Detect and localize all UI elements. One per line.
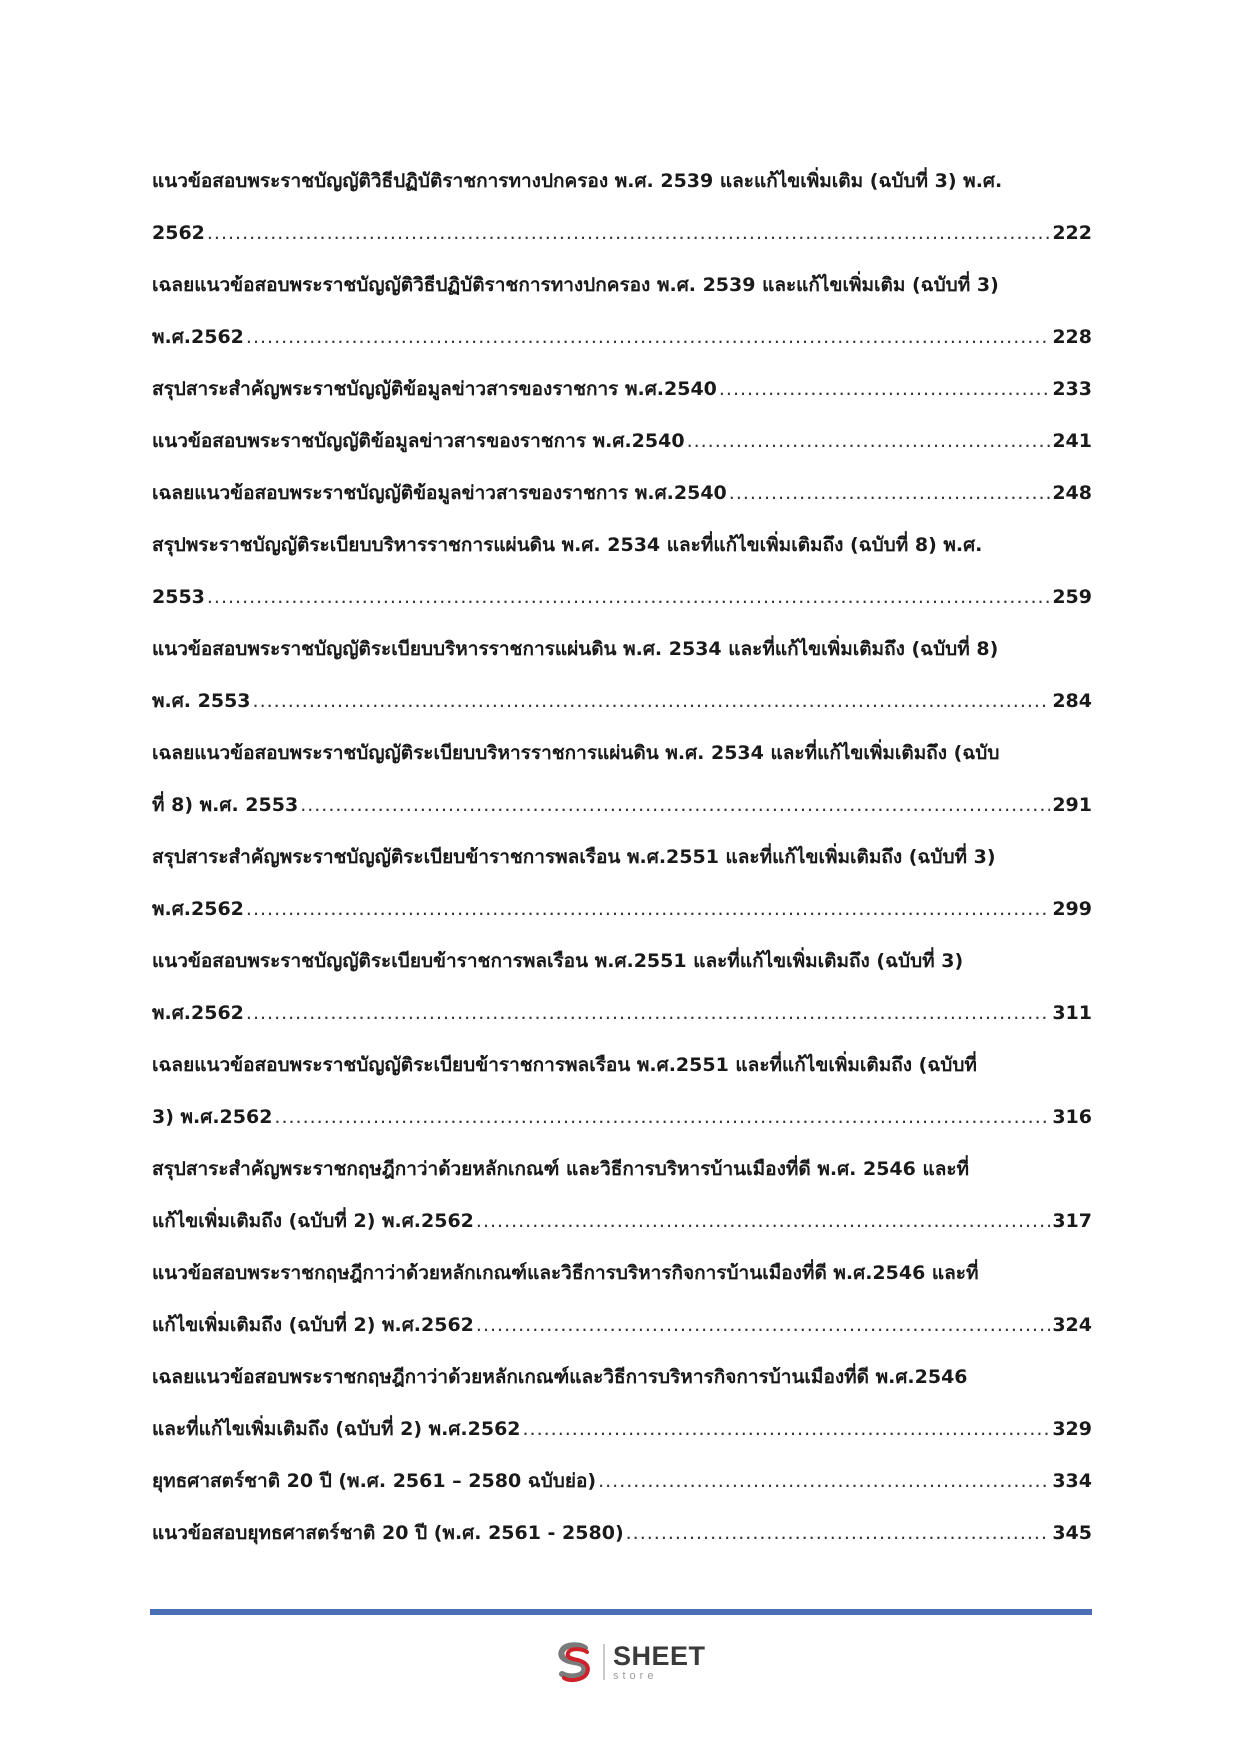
table-of-contents (152, 155, 1092, 1559)
toc-dot-leader (719, 363, 1050, 415)
toc-entry-title-line: สรุปสาระสำคัญพระราชกฤษฎีกาว่าด้วยหลักเกณฑ์ และวิธีการบริหารบ้านเมืองที่ดี พ.ศ. 2546 และที่ (152, 1158, 970, 1180)
toc-entry[interactable] (152, 1247, 1092, 1351)
footer-rule (150, 1609, 1092, 1615)
toc-page-number: 316 (1052, 1106, 1092, 1128)
toc-entry-title-line: แนวข้อสอบพระราชบัญญัติระเบียบบริหารราชการแผ่นดิน พ.ศ. 2534 และที่แก้ไขเพิ่มเติมถึง (ฉบับที่ 8) (152, 638, 999, 660)
toc-entry-title-tail: แนวข้อสอบพระราชบัญญัติข้อมูลข่าวสารของราชการ พ.ศ.2540 (152, 430, 685, 452)
toc-entry-last-line (152, 1195, 1092, 1247)
toc-entry-title-line: เฉลยแนวข้อสอบพระราชกฤษฎีกาว่าด้วยหลักเกณฑ์และวิธีการบริหารกิจการบ้านเมืองที่ดี พ.ศ.2546 (152, 1366, 968, 1388)
sheet-store-s-icon (553, 1640, 597, 1684)
toc-entry-title-tail: แก้ไขเพิ่มเติมถึง (ฉบับที่ 2) พ.ศ.2562 (152, 1314, 474, 1336)
toc-entry-last-line (152, 571, 1092, 623)
toc-entry-title-tail: และที่แก้ไขเพิ่มเติมถึง (ฉบับที่ 2) พ.ศ.2562 (152, 1418, 521, 1440)
toc-entry-last-line (152, 363, 1092, 415)
toc-entry-title-tail: พ.ศ.2562 (152, 898, 244, 920)
toc-entry[interactable] (152, 1351, 1092, 1455)
toc-dot-leader (626, 1507, 1051, 1559)
toc-page-number: 228 (1052, 326, 1092, 348)
toc-entry-title-tail: พ.ศ.2562 (152, 1002, 244, 1024)
toc-dot-leader (476, 1299, 1050, 1351)
toc-entry[interactable] (152, 415, 1092, 467)
toc-entry-title-line: เฉลยแนวข้อสอบพระราชบัญญัติวิธีปฏิบัติราชการทางปกครอง พ.ศ. 2539 และแก้ไขเพิ่มเติม (ฉบับที่ 3) (152, 274, 999, 296)
toc-entry[interactable] (152, 519, 1092, 623)
toc-entry[interactable] (152, 259, 1092, 363)
toc-dot-leader (207, 207, 1050, 259)
toc-entry[interactable] (152, 1039, 1092, 1143)
toc-page-number: 222 (1052, 222, 1092, 244)
toc-entry-last-line (152, 467, 1092, 519)
toc-entry-title-tail: พ.ศ.2562 (152, 326, 244, 348)
toc-page-number: 334 (1052, 1470, 1092, 1492)
toc-dot-leader (246, 311, 1050, 363)
toc-entry[interactable] (152, 155, 1092, 259)
toc-page-number: 311 (1052, 1002, 1092, 1024)
toc-page-number: 233 (1052, 378, 1092, 400)
logo-wordmark (613, 1640, 706, 1682)
toc-dot-leader (207, 571, 1050, 623)
toc-page-number: 291 (1052, 794, 1092, 816)
toc-dot-leader (687, 415, 1051, 467)
sheet-store-logo (553, 1638, 706, 1686)
toc-entry-last-line (152, 1403, 1092, 1455)
toc-entry-last-line (152, 311, 1092, 363)
toc-page-number: 345 (1052, 1522, 1092, 1544)
toc-page-number: 317 (1052, 1210, 1092, 1232)
toc-entry[interactable] (152, 1455, 1092, 1507)
toc-entry-title-tail: พ.ศ. 2553 (152, 690, 251, 712)
toc-entry-last-line (152, 207, 1092, 259)
toc-dot-leader (598, 1455, 1050, 1507)
toc-page-number: 329 (1052, 1418, 1092, 1440)
toc-entry[interactable] (152, 467, 1092, 519)
toc-entry[interactable] (152, 727, 1092, 831)
toc-entry-last-line (152, 883, 1092, 935)
toc-entry[interactable] (152, 1507, 1092, 1559)
toc-entry[interactable] (152, 831, 1092, 935)
toc-entry-title-line: เฉลยแนวข้อสอบพระราชบัญญัติระเบียบข้าราชการพลเรือน พ.ศ.2551 และที่แก้ไขเพิ่มเติมถึง (ฉบับที่ (152, 1054, 977, 1076)
toc-entry-title-tail: แนวข้อสอบยุทธศาสตร์ชาติ 20 ปี (พ.ศ. 2561 - 2580) (152, 1522, 624, 1544)
toc-entry[interactable] (152, 1143, 1092, 1247)
toc-entry-last-line (152, 1455, 1092, 1507)
toc-page-number: 284 (1052, 690, 1092, 712)
logo-word-sheet: SHEET (613, 1640, 706, 1671)
toc-entry-title-tail: 2562 (152, 222, 205, 244)
toc-entry-title-line: สรุปสาระสำคัญพระราชบัญญัติระเบียบข้าราชการพลเรือน พ.ศ.2551 และที่แก้ไขเพิ่มเติมถึง (ฉบับที่ 3) (152, 846, 996, 868)
toc-dot-leader (729, 467, 1051, 519)
toc-page-number: 324 (1052, 1314, 1092, 1336)
toc-entry-title-line: แนวข้อสอบพระราชกฤษฎีกาว่าด้วยหลักเกณฑ์และวิธีการบริหารกิจการบ้านเมืองที่ดี พ.ศ.2546 และที่ (152, 1262, 979, 1284)
toc-entry-last-line (152, 675, 1092, 727)
toc-entry-title-line: เฉลยแนวข้อสอบพระราชบัญญัติระเบียบบริหารราชการแผ่นดิน พ.ศ. 2534 และที่แก้ไขเพิ่มเติมถึง (ฉบับ (152, 742, 1000, 764)
toc-page-number: 241 (1052, 430, 1092, 452)
toc-entry-last-line (152, 987, 1092, 1039)
toc-entry-title-tail: 2553 (152, 586, 205, 608)
toc-entry[interactable] (152, 363, 1092, 415)
toc-entry-last-line (152, 1091, 1092, 1143)
logo-word-store: store (613, 1669, 658, 1682)
toc-dot-leader (274, 1091, 1050, 1143)
toc-page-number: 259 (1052, 586, 1092, 608)
toc-dot-leader (246, 987, 1050, 1039)
toc-dot-leader (523, 1403, 1051, 1455)
toc-entry-title-line: แนวข้อสอบพระราชบัญญัติระเบียบข้าราชการพลเรือน พ.ศ.2551 และที่แก้ไขเพิ่มเติมถึง (ฉบับที่ 3) (152, 950, 964, 972)
toc-entry[interactable] (152, 935, 1092, 1039)
toc-dot-leader (300, 779, 1050, 831)
toc-entry-last-line (152, 1507, 1092, 1559)
toc-entry-title-tail: เฉลยแนวข้อสอบพระราชบัญญัติข้อมูลข่าวสารของราชการ พ.ศ.2540 (152, 482, 727, 504)
toc-dot-leader (246, 883, 1050, 935)
toc-entry-last-line (152, 415, 1092, 467)
toc-entry-last-line (152, 1299, 1092, 1351)
toc-entry-title-line: สรุปพระราชบัญญัติระเบียบบริหารราชการแผ่นดิน พ.ศ. 2534 และที่แก้ไขเพิ่มเติมถึง (ฉบับที่ 8) พ.ศ. (152, 534, 983, 556)
toc-entry-last-line (152, 779, 1092, 831)
toc-entry-title-tail: แก้ไขเพิ่มเติมถึง (ฉบับที่ 2) พ.ศ.2562 (152, 1210, 474, 1232)
toc-page-number: 248 (1052, 482, 1092, 504)
toc-dot-leader (476, 1195, 1050, 1247)
toc-page-number: 299 (1052, 898, 1092, 920)
toc-entry-title-tail: สรุปสาระสำคัญพระราชบัญญัติข้อมูลข่าวสารของราชการ พ.ศ.2540 (152, 378, 717, 400)
toc-entry-title-tail: ที่ 8) พ.ศ. 2553 (152, 794, 299, 816)
toc-entry-title-line: แนวข้อสอบพระราชบัญญัติวิธีปฏิบัติราชการทางปกครอง พ.ศ. 2539 และแก้ไขเพิ่มเติม (ฉบับที่ 3) พ.ศ. (152, 170, 1003, 192)
toc-dot-leader (253, 675, 1051, 727)
toc-entry-title-tail: 3) พ.ศ.2562 (152, 1106, 273, 1128)
toc-entry[interactable] (152, 623, 1092, 727)
toc-entry-title-tail: ยุทธศาสตร์ชาติ 20 ปี (พ.ศ. 2561 – 2580 ฉบับย่อ) (152, 1470, 597, 1492)
logo-divider (603, 1644, 605, 1680)
